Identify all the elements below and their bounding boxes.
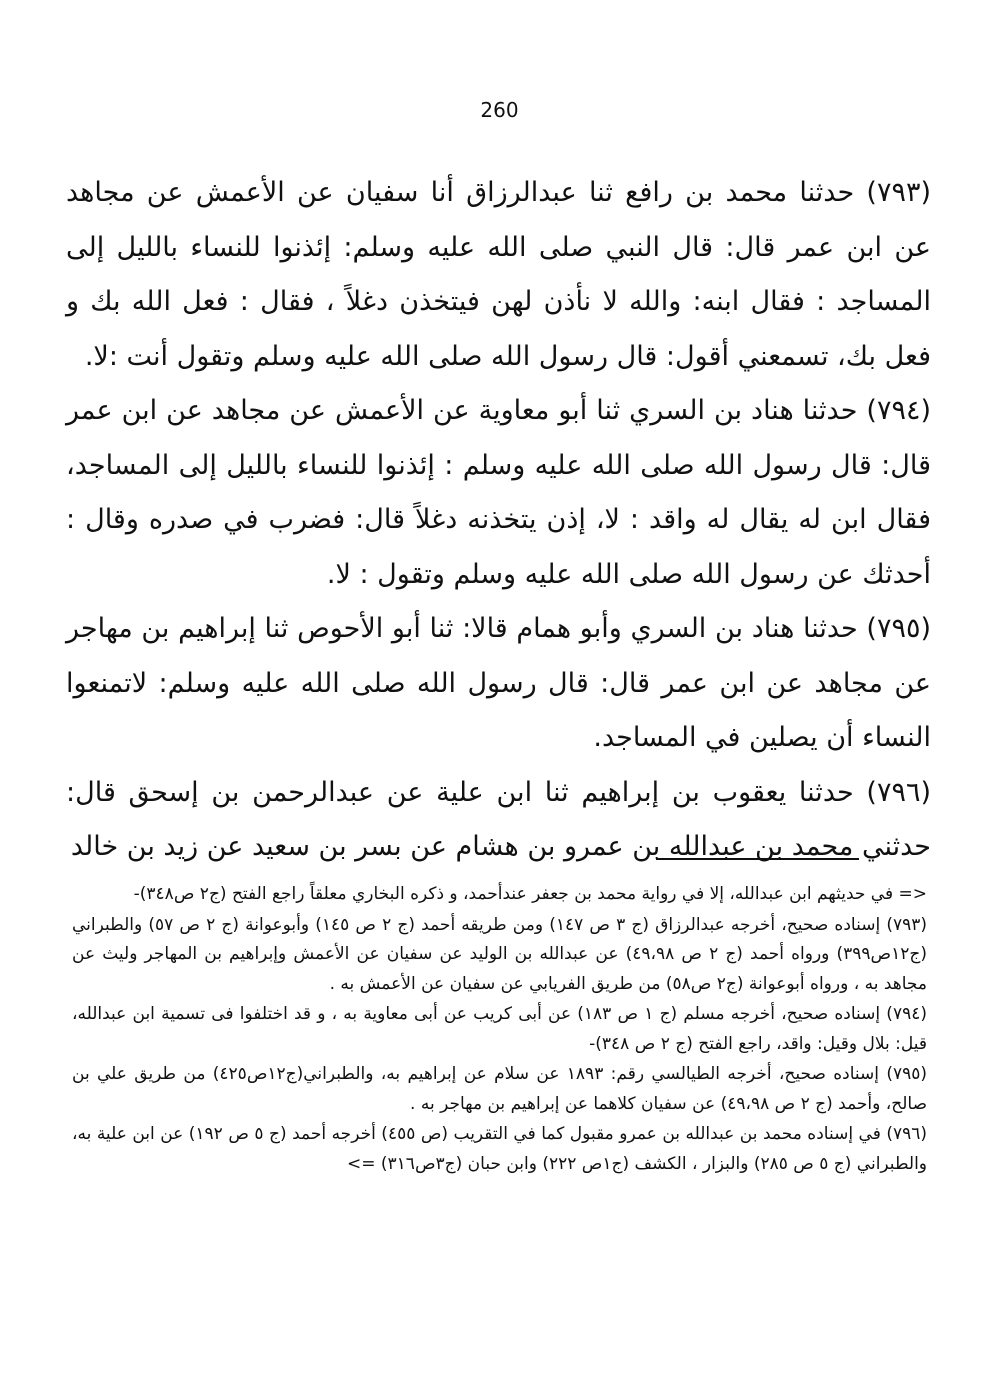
hadith-793: (٧٩٣) حدثنا محمد بن رافع ثنا عبدالرزاق أنا سفيان عن الأعمش عن مجاهد عن ابن عمر قال: قال النبي صلى الله عليه وسلم: إئذنوا للنساء بالليل إلى المساجد : فقال ابنه: والله لا نأذن لهن فيتخذن دغلاً ، فقال : فعل الله بك و فعل بك، تسمعني أقول: قال رسول الله صلى الله عليه وسلم وتقول أنت :لا. [66, 177, 931, 372]
footnotes [72, 880, 927, 1180]
page-number: 260 [480, 98, 519, 122]
footnote-794: (٧٩٤) إسناده صحيح، أخرجه مسلم (ج ١ ص ١٨٣) عن أبى كريب عن أبى معاوية به ، و قد اختلفوا فى تسمية ابن عبدالله، قيل: بلال وقيل: واقد، راجع الفتح (ج ٢ ص ٣٤٨)- [72, 1004, 927, 1054]
footnote-continued: <= في حديثهم ابن عبدالله، إلا في رواية محمد بن جعفر عندأحمد، و ذكره البخاري معلقاً راجع الفتح (ج٢ ص٣٤٨)- [133, 884, 927, 904]
hadith-795: (٧٩٥) حدثنا هناد بن السري وأبو همام قالا: ثنا أبو الأحوص ثنا إبراهيم بن مهاجر عن مجاهد عن ابن عمر قال: قال رسول الله صلى الله عليه وسلم: لاتمنعوا النساء أن يصلين في المساجد. [66, 613, 931, 753]
footnote-separator [656, 858, 859, 860]
footnote-796: (٧٩٦) في إسناده محمد بن عبدالله بن عمرو مقبول كما في التقريب (ص ٤٥٥) أخرجه أحمد (ج ٥ ص ١٩٢) عن ابن علية به، والطبراني (ج ٥ ص ٢٨٥) والبزار ، الكشف (ج١ص ٢٢٢) وابن حبان (ج٣ص٣١٦) => [72, 1124, 928, 1174]
hadith-796: (٧٩٦) حدثنا يعقوب بن إبراهيم ثنا ابن علية عن عبدالرحمن بن إسحق قال: حدثني محمد بن عبدالله بن عمرو بن هشام عن بسر بن سعيد عن زيد بن خالد [66, 776, 931, 862]
footnote-795: (٧٩٥) إسناده صحيح، أخرجه الطيالسي رقم: ١٨٩٣ عن سلام عن إبراهيم به، والطبراني(ج١٢ص٤٢٥) من طريق علي بن صالح، وأحمد (ج ٢ ص ٤٩،٩٨) عن سفيان كلاهما عن إبراهيم بن مهاجر به . [72, 1064, 927, 1114]
hadith-794: (٧٩٤) حدثنا هناد بن السري ثنا أبو معاوية عن الأعمش عن مجاهد عن ابن عمر قال: قال رسول الله صلى الله عليه وسلم : إئذنوا للنساء بالليل إلى المساجد، فقال ابن له يقال له واقد : لا، إذن يتخذنه دغلاً قال: فضرب في صدره وقال : أحدثك عن رسول الله صلى الله عليه وسلم وتقول : لا. [66, 395, 931, 590]
main-text [66, 166, 931, 875]
footnote-793: (٧٩٣) إسناده صحيح، أخرجه عبدالرزاق (ج ٣ ص ١٤٧) ومن طريقه أحمد (ج ٢ ص ١٤٥) وأبوعوانة (ج ٢ ص ٥٧) والطبراني (ج١٢ص٣٩٩) ورواه أحمد (ج ٢ ص ٤٩،٩٨) عن عبدالله بن الوليد عن سفيان عن الأعمش وإبراهيم بن المهاجر وليث عن مجاهد به ، ورواه أبوعوانة (ج٢ ص٥٨) من طريق الفريابي عن سفيان عن الأعمش به . [72, 914, 927, 994]
